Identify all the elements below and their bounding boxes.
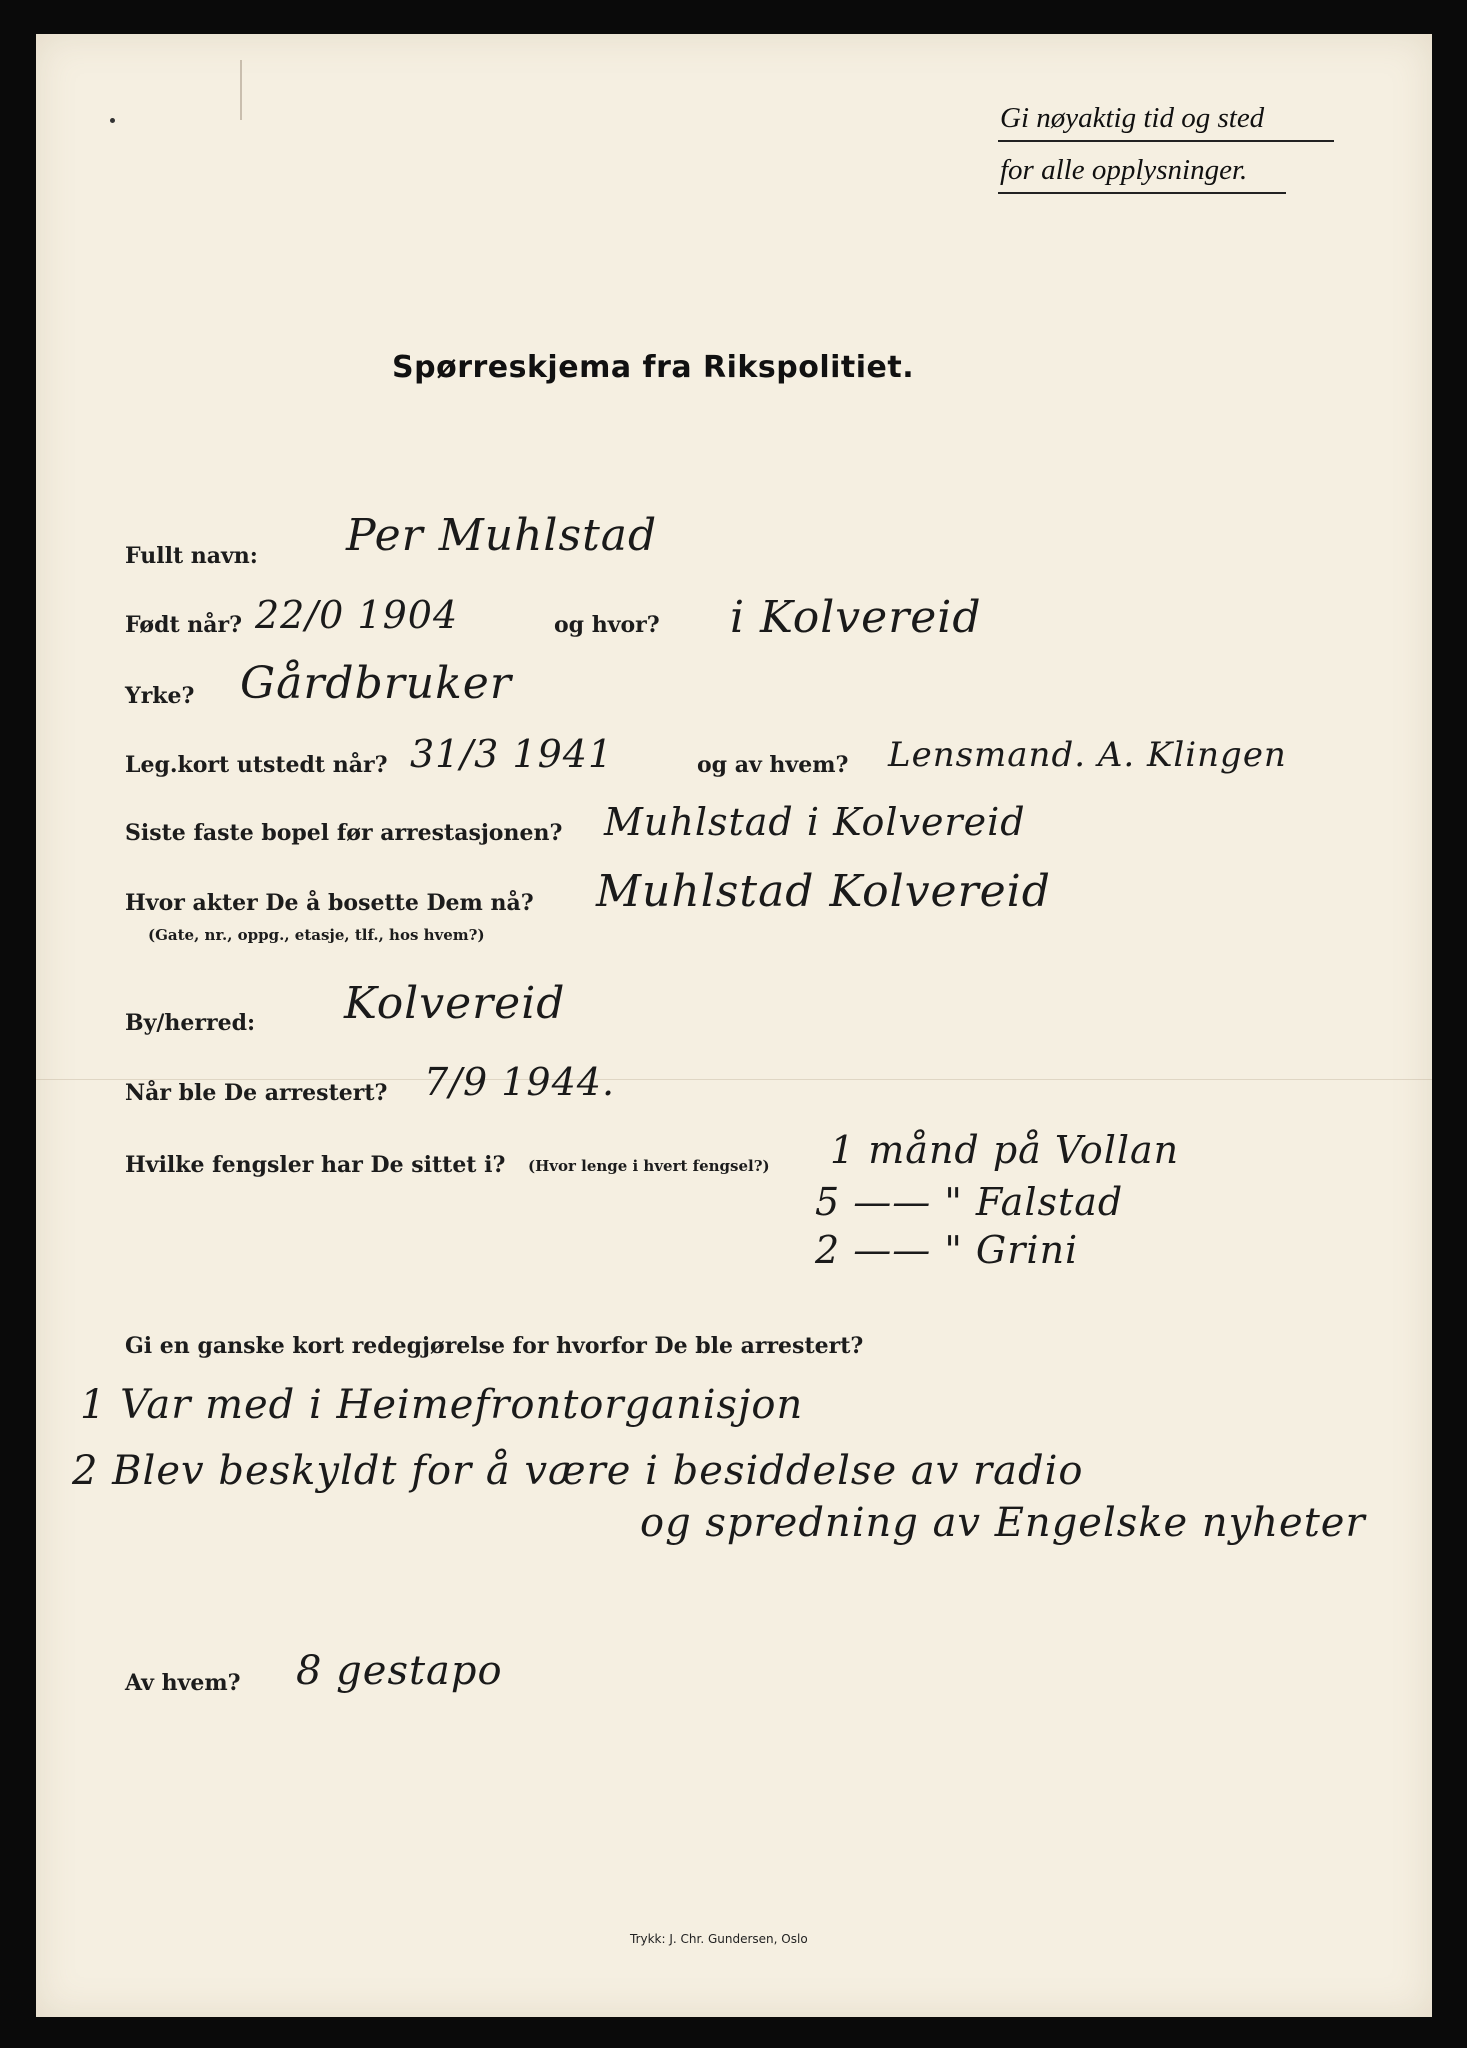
prisons-label: Hvilke fengsler har De sittet i? — [125, 1152, 506, 1178]
arrested-label: Når ble De arrestert? — [125, 1080, 388, 1106]
last-address-label: Siste faste bopel før arrestasjonen? — [125, 820, 563, 846]
reason-label: Gi en ganske kort redegjørelse for hvorfor De ble arrestert? — [125, 1333, 864, 1359]
settle-value: Muhlstad Kolvereid — [596, 866, 1051, 917]
born-where-label: og hvor? — [554, 612, 660, 638]
name-value: Per Muhlstad — [346, 510, 658, 561]
idcard-label: Leg.kort utstedt når? — [125, 752, 388, 778]
name-label: Fullt navn: — [125, 543, 258, 569]
notice-line-1: Gi nøyaktig tid og sted — [1000, 102, 1265, 134]
occupation-value: Gårdbruker — [240, 658, 512, 709]
idcard-by-value: Lensmand. A. Klingen — [888, 735, 1287, 775]
born-value: 22/0 1904 — [255, 593, 459, 637]
idcard-by-label: og av hvem? — [697, 752, 849, 778]
form-title: Spørreskjema fra Rikspolitiet. — [392, 350, 915, 385]
arrested-value: 7/9 1944. — [424, 1060, 616, 1104]
notice-underline-2 — [998, 192, 1286, 194]
reason-line-1: 1 Var med i Heimefrontorganisjon — [80, 1382, 804, 1428]
prison-entry-2: 5 —— " Falstad — [815, 1180, 1124, 1224]
reason-line-2: 2 Blev beskyldt for å være i besiddelse av radio — [72, 1448, 1084, 1494]
prison-entry-1: 1 månd på Vollan — [830, 1128, 1180, 1172]
municipality-label: By/herred: — [125, 1010, 256, 1036]
paper-crease — [240, 60, 242, 120]
notice-line-2: for alle opplysninger. — [1000, 154, 1248, 186]
born-where-value: i Kolvereid — [730, 592, 982, 643]
settle-hint: (Gate, nr., oppg., etasje, tlf., hos hvem?) — [148, 926, 485, 944]
ink-dot — [110, 118, 115, 123]
reason-line-3: og spredning av Engelske nyheter — [640, 1500, 1366, 1546]
municipality-value: Kolvereid — [344, 978, 566, 1029]
by-whom-value: 8 gestapo — [296, 1648, 503, 1694]
prison-entry-3: 2 —— " Grini — [815, 1228, 1079, 1272]
occupation-label: Yrke? — [125, 683, 195, 709]
idcard-value: 31/3 1941 — [410, 732, 614, 776]
notice-underline-1 — [998, 140, 1334, 142]
printer-credit: Trykk: J. Chr. Gundersen, Oslo — [630, 1932, 808, 1946]
by-whom-label: Av hvem? — [125, 1670, 241, 1696]
settle-label: Hvor akter De å bosette Dem nå? — [125, 890, 534, 916]
born-label: Født når? — [125, 612, 243, 638]
last-address-value: Muhlstad i Kolvereid — [604, 800, 1026, 844]
prisons-hint: (Hvor lenge i hvert fengsel?) — [528, 1157, 770, 1175]
